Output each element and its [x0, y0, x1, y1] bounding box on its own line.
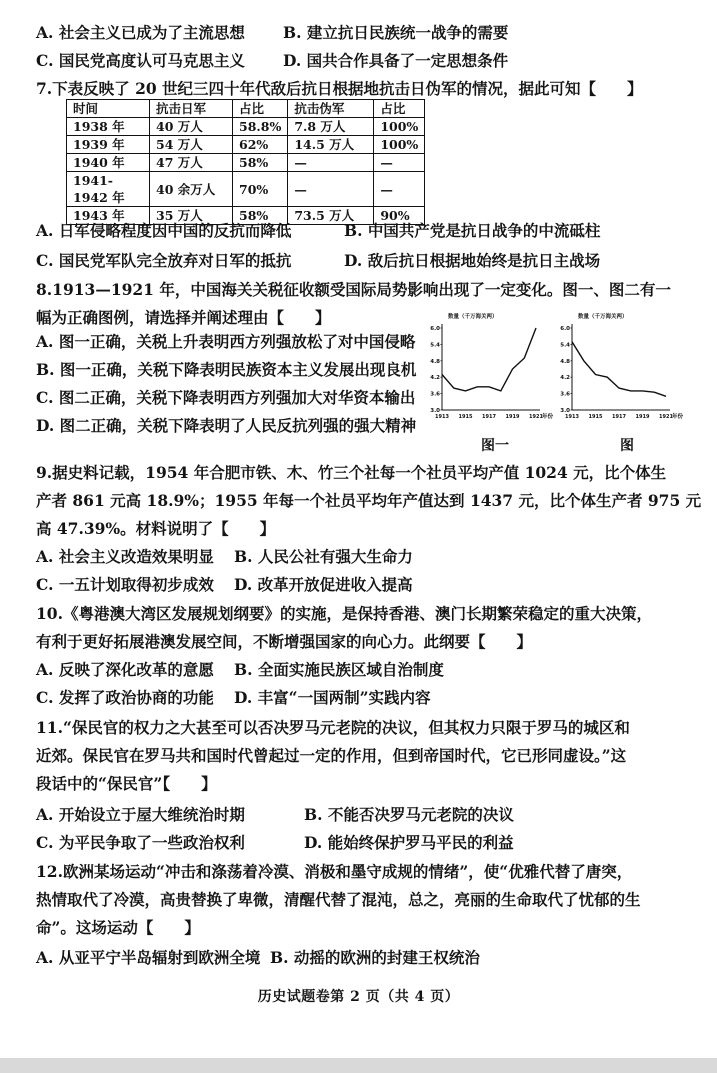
- q11-stem-line-1: 11.“保民官的权力之大甚至可以否决罗马元老院的决议，但其权力只限于罗马的城区和: [36, 718, 630, 737]
- table-header-cell: 抗击日军: [150, 100, 233, 118]
- y-tick-label: 4.2: [560, 375, 570, 382]
- q9-stem-line-3: 高 47.39%。材料说明了【 】: [36, 519, 276, 538]
- y-tick-label: 6.0: [430, 326, 440, 332]
- y-tick-label: 4.8: [430, 358, 440, 365]
- table-cell: 58%: [233, 207, 288, 225]
- page-footer: 历史试题卷第 2 页（共 4 页）: [257, 989, 460, 1005]
- x-tick-label: 1913: [435, 414, 449, 420]
- q9-option-c: C. 一五计划取得初步成效: [36, 575, 214, 594]
- table-cell: 1939 年: [67, 136, 150, 154]
- table-cell: 1941-1942 年: [67, 172, 150, 207]
- x-tick-label: 1917: [482, 414, 496, 420]
- table-cell: 90%: [374, 207, 425, 225]
- y-tick-label: 4.8: [560, 358, 570, 365]
- q8-chart-figure-2: [558, 310, 690, 422]
- x-axis-title: 年份: [542, 414, 554, 420]
- table-cell: 58.8%: [233, 118, 288, 136]
- x-tick-label: 1915: [458, 414, 473, 420]
- q10-stem-line-2: 有利于更好拓展港澳发展空间，不断增强国家的向心力。此纲要【 】: [36, 632, 533, 651]
- table-cell: 35 万人: [150, 207, 233, 225]
- q7-option-a: A. 日军侵略程度因中国的反抗而降低: [36, 221, 292, 240]
- q8-stem-line-2: 幅为正确图例，请选择并阐述理由【 】: [36, 308, 331, 327]
- table-cell: —: [288, 172, 374, 207]
- table-cell: 40 余万人: [150, 172, 233, 207]
- y-tick-label: 3.6: [430, 391, 440, 398]
- x-tick-label: 1921: [529, 414, 543, 420]
- q9-option-d: D. 改革开放促进收入提高: [234, 575, 413, 594]
- table-row: [67, 136, 425, 154]
- table-cell: 1943 年: [67, 207, 150, 225]
- y-tick-label: 6.0: [560, 326, 570, 332]
- y-axis-title: 数量（千万海关两）: [578, 314, 628, 320]
- table-cell: 58%: [233, 154, 288, 172]
- q11-option-b: B. 不能否决罗马元老院的决议: [304, 805, 514, 824]
- q8-stem-line-1: 8.1913—1921 年，中国海关关税征收额受国际局势影响出现了一定变化。图一、图二有一: [36, 280, 671, 299]
- y-tick-label: 4.2: [430, 375, 440, 382]
- y-tick-label: 5.4: [430, 342, 440, 349]
- y-tick-label: 3.0: [430, 408, 440, 414]
- q7-option-d: D. 敌后抗日根据地始终是抗日主战场: [344, 251, 601, 270]
- q8-option-b: B. 图一正确，关税下降表明民族资本主义发展出现良机: [36, 360, 417, 379]
- q7-option-c: C. 国民党军队完全放弃对日军的抵抗: [36, 251, 292, 270]
- q10-stem-line-1: 10.《粤港澳大湾区发展规划纲要》的实施，是保持香港、澳门长期繁荣稳定的重大决策，: [36, 604, 652, 623]
- x-tick-label: 1917: [612, 414, 626, 420]
- q9-stem-line-2: 产者 861 元高 18.9%；1955 年每一个社员平均年产值达到 1437 元，比个体生产者 975 元: [36, 491, 702, 510]
- q10-option-b: B. 全面实施民族区域自治制度: [234, 660, 444, 679]
- q8-option-a: A. 图一正确，关税上升表明西方列强放松了对中国侵略: [36, 332, 416, 351]
- x-tick-label: 1915: [588, 414, 603, 420]
- q12-stem-line-2: 热情取代了冷漠，高贵替换了卑微，清醒代替了混沌，总之，亮丽的生命取代了忧郁的生: [36, 890, 641, 909]
- x-tick-label: 1913: [565, 414, 579, 420]
- table-cell: 62%: [233, 136, 288, 154]
- table-cell: 100%: [374, 118, 425, 136]
- table-cell: 54 万人: [150, 136, 233, 154]
- q12-option-a: A. 从亚平宁半岛辐射到欧洲全境: [36, 948, 261, 967]
- q9-option-b: B. 人民公社有强大生命力: [234, 547, 413, 566]
- table-header-cell: 占比: [233, 100, 288, 118]
- table-row: [67, 118, 425, 136]
- table-cell: —: [374, 154, 425, 172]
- q12-option-b: B. 动摇的欧洲的封建王权统治: [270, 948, 480, 967]
- table-cell: 7.8 万人: [288, 118, 374, 136]
- q7-data-table: [66, 99, 425, 225]
- q12-stem-line-3: 命”。这场运动【 】: [36, 918, 200, 937]
- table-cell: 1938 年: [67, 118, 150, 136]
- q6-option-c: C. 国民党高度认可马克思主义: [36, 51, 245, 70]
- table-cell: 70%: [233, 172, 288, 207]
- q11-stem-line-3: 段话中的“保民官”【 】: [36, 774, 217, 793]
- table-header-row: [67, 100, 425, 118]
- chart-caption-1: 图一: [481, 438, 509, 454]
- table-row: [67, 154, 425, 172]
- table-cell: 100%: [374, 136, 425, 154]
- q7-option-b: B. 中国共产党是抗日战争的中流砥柱: [344, 221, 601, 240]
- table-cell: 73.5 万人: [288, 207, 374, 225]
- q12-stem-line-1: 12.欧洲某场运动“冲击和涤荡着冷漠、消极和墨守成规的情绪”，使“优雅代替了唐突，: [36, 862, 633, 881]
- q6-option-a: A. 社会主义已成为了主流思想: [36, 23, 245, 42]
- q11-option-c: C. 为平民争取了一些政治权利: [36, 833, 245, 852]
- q8-option-c: C. 图二正确，关税下降表明西方列强加大对华资本输出: [36, 388, 416, 407]
- q10-option-a: A. 反映了深化改革的意愿: [36, 660, 214, 679]
- q11-option-a: A. 开始设立于屋大维统治时期: [36, 805, 245, 824]
- y-tick-label: 5.4: [560, 342, 570, 349]
- table-row: [67, 172, 425, 207]
- table-cell: 47 万人: [150, 154, 233, 172]
- q10-option-d: D. 丰富“一国两制”实践内容: [234, 688, 431, 707]
- q10-option-c: C. 发挥了政治协商的功能: [36, 688, 214, 707]
- table-cell: —: [374, 172, 425, 207]
- scan-bottom-strip: [0, 1058, 717, 1073]
- q9-option-a: A. 社会主义改造效果明显: [36, 547, 214, 566]
- x-axis-title: 年份: [672, 414, 684, 420]
- table-header-cell: 占比: [374, 100, 425, 118]
- series-line: [572, 342, 666, 397]
- y-tick-label: 3.6: [560, 391, 570, 398]
- x-tick-label: 1919: [505, 414, 520, 420]
- q9-stem-line-1: 9.据史料记载，1954 年合肥市铁、木、竹三个社每一个社员平均产值 1024 元，比个体生: [36, 463, 667, 482]
- x-tick-label: 1921: [659, 414, 673, 420]
- table-cell: —: [288, 154, 374, 172]
- q6-option-d: D. 国共合作具备了一定思想条件: [283, 51, 509, 70]
- q6-option-b: B. 建立抗日民族统一战争的需要: [283, 23, 509, 42]
- table-header-cell: 抗击伪军: [288, 100, 374, 118]
- q7-stem: 7.下表反映了 20 世纪三四十年代敌后抗日根据地抗击日伪军的情况，据此可知【 】: [36, 79, 643, 98]
- q11-option-d: D. 能始终保护罗马平民的利益: [304, 833, 514, 852]
- q11-stem-line-2: 近郊。保民官在罗马共和国时代曾起过一定的作用，但到帝国时代，它已形同虚设。”这: [36, 746, 627, 765]
- table-cell: 14.5 万人: [288, 136, 374, 154]
- y-tick-label: 3.0: [560, 408, 570, 414]
- y-axis-title: 数量（千万海关两）: [448, 314, 498, 320]
- series-line: [442, 328, 536, 391]
- table-cell: 1940 年: [67, 154, 150, 172]
- q8-option-d: D. 图二正确，关税下降表明了人民反抗列强的强大精神: [36, 416, 417, 435]
- table-header-cell: 时间: [67, 100, 150, 118]
- x-tick-label: 1919: [635, 414, 650, 420]
- q8-chart-figure-1: [428, 310, 560, 422]
- table-cell: 40 万人: [150, 118, 233, 136]
- chart-caption-2: 图: [620, 438, 634, 454]
